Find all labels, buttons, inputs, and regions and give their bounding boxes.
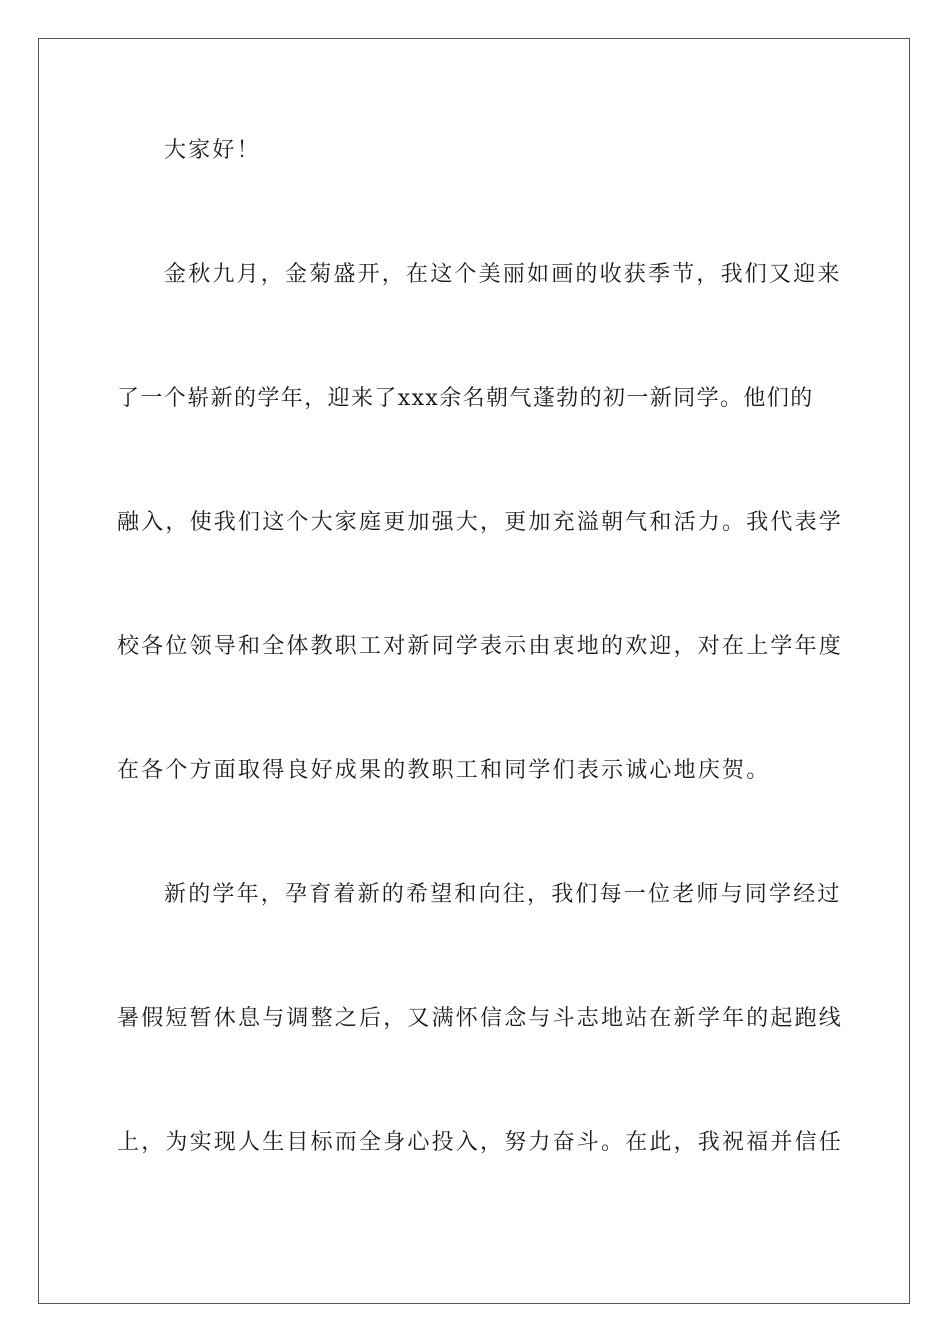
paragraph-2-line-2: 暑假短暂休息与调整之后，又满怀信念与斗志地站在新学年的起跑线	[117, 1006, 844, 1031]
paragraph-1-line-3: 融入，使我们这个大家庭更加强大，更加充溢朝气和活力。我代表学	[117, 510, 844, 535]
greeting-line: 大家好！	[164, 138, 261, 163]
page-border	[38, 38, 910, 1304]
paragraph-1-line-1: 金秋九月，金菊盛开，在这个美丽如画的收获季节，我们又迎来	[164, 262, 842, 287]
paragraph-2-line-1: 新的学年，孕育着新的希望和向往，我们每一位老师与同学经过	[164, 882, 842, 907]
paragraph-2-line-3: 上，为实现人生目标而全身心投入，努力奋斗。在此，我祝福并信任	[117, 1130, 844, 1155]
paragraph-1-line-2: 了一个崭新的学年，迎来了xxx余名朝气蓬勃的初一新同学。他们的	[117, 386, 814, 411]
paragraph-1-line-4: 校各位领导和全体教职工对新同学表示由衷地的欢迎，对在上学年度	[117, 634, 844, 659]
paragraph-1-line-5: 在各个方面取得良好成果的教职工和同学们表示诚心地庆贺。	[117, 758, 771, 783]
